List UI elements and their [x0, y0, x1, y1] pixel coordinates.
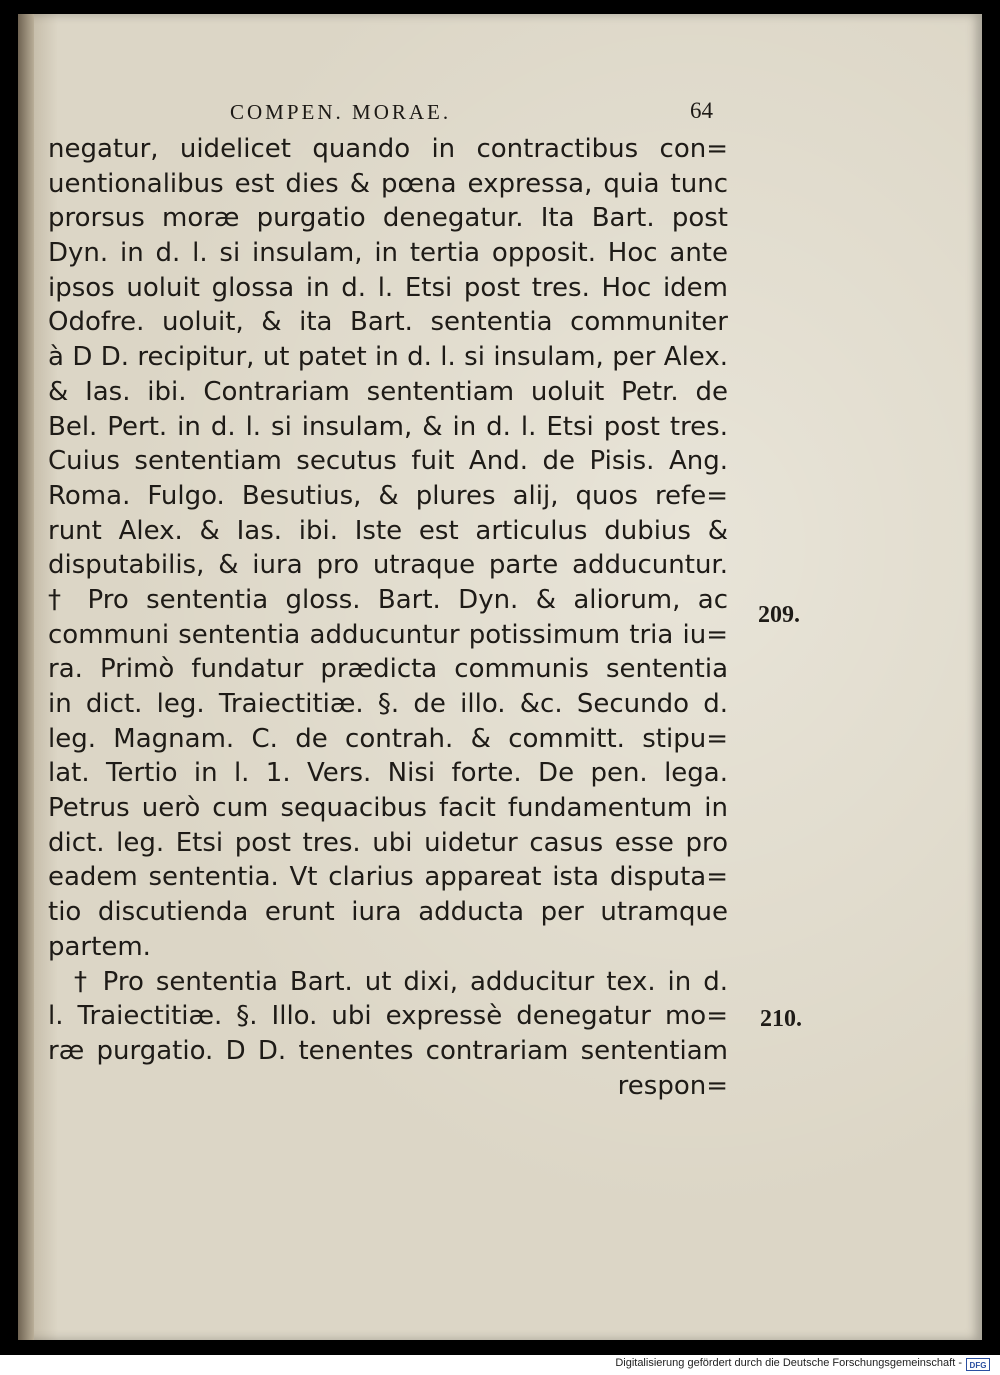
footer-credit: Digitalisierung gefördert durch die Deutsche Forschungsgemeinschaft - — [615, 1357, 962, 1369]
text-line: partem. — [48, 931, 151, 962]
text-line: negatur, uidelicet quando in contractibus con= — [48, 134, 728, 164]
text-line: ræ purgatio. D D. tenentes contrariam sententiam — [48, 1035, 728, 1066]
text-line: tio discutienda erunt iura adducta per utramque — [48, 897, 728, 928]
text-line: dict. leg. Etsi post tres. ubi uidetur casus esse pro — [48, 827, 728, 858]
dfg-logo: DFG — [966, 1358, 990, 1371]
marginal-number-210: 210. — [760, 1006, 802, 1032]
text-line: lat. Tertio in l. 1. Vers. Nisi forte. De pen. lega. — [48, 758, 728, 789]
text-line: ra. Primò fundatur prædicta communis sententia — [48, 654, 728, 685]
text-line: Cuius sententiam secutus fuit And. de Pisis. Ang. — [48, 446, 728, 477]
text-line: à D D. recipitur, ut patet in d. l. si insulam, per Alex. — [48, 342, 728, 373]
text-line: eadem sententia. Vt clarius appareat ista disputa= — [48, 862, 728, 893]
text-line: uentionalibus est dies & pœna expressa, quia tunc — [48, 168, 728, 199]
page-gutter — [18, 14, 34, 1340]
text-line: l. Traiectitiæ. §. Illo. ubi expressè denegatur mo= — [48, 1001, 728, 1032]
text-line: ipsos uoluit glossa in d. l. Etsi post tres. Hoc idem — [48, 272, 728, 303]
text-line: & Ias. ibi. Contrariam sententiam uoluit Petr. de — [48, 376, 728, 407]
text-line: in dict. leg. Traiectitiæ. §. de illo. &c. Secundo d. — [48, 689, 728, 719]
text-line: Petrus uerò cum sequacibus facit fundamentum in — [48, 793, 728, 824]
text-line: leg. Magnam. C. de contrah. & committ. stipu= — [48, 723, 728, 754]
text-line: Bel. Pert. in d. l. si insulam, & in d. l. Etsi post tres. — [48, 411, 728, 442]
text-line: prorsus moræ purgatio denegatur. Ita Bart. post — [48, 203, 728, 234]
text-line: Odofre. uoluit, & ita Bart. sententia communiter — [48, 307, 728, 338]
page-number: 64 — [690, 98, 713, 123]
text-line: disputabilis, & iura pro utraque parte adducuntur. — [48, 550, 728, 581]
text-line: Roma. Fulgo. Besutius, & plures alij, quos refe= — [48, 480, 728, 511]
text-line: † Pro sententia Bart. ut dixi, adducitur tex. in d. — [74, 966, 728, 997]
marginal-number-209: 209. — [758, 602, 800, 628]
footer-bar — [0, 1355, 1000, 1375]
catchword: respon= — [617, 1070, 728, 1101]
text-line: runt Alex. & Ias. ibi. Iste est articulus dubius & — [48, 515, 728, 546]
text-line: communi sententia adducuntur potissimum tria iu= — [48, 619, 728, 650]
body-text — [48, 132, 728, 1103]
text-line: Dyn. in d. l. si insulam, in tertia opposit. Hoc ante — [48, 238, 728, 269]
running-title: COMPEN. MORAE. — [230, 100, 452, 124]
text-line: † Pro sententia gloss. Bart. Dyn. & aliorum, ac — [48, 584, 728, 615]
